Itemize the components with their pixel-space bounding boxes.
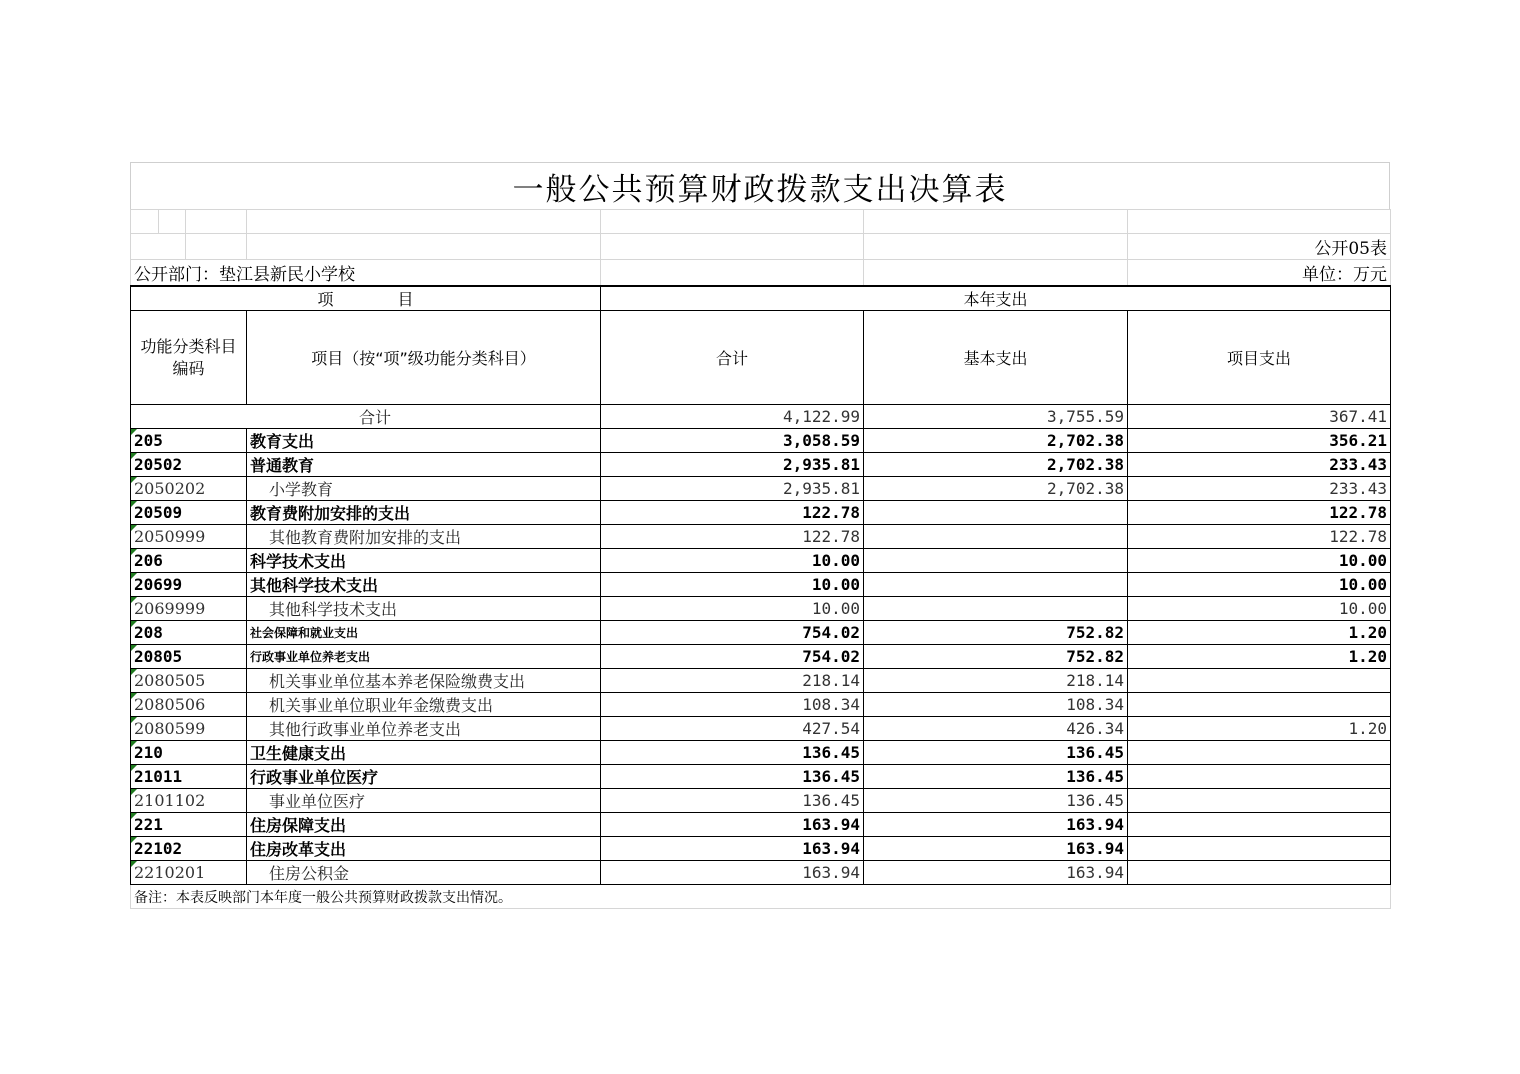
blank-row — [131, 210, 1391, 234]
table-row — [131, 597, 1391, 621]
row-total: 754.02 — [601, 621, 864, 645]
table-row — [131, 717, 1391, 741]
unit-label: 单位：万元 — [1128, 260, 1391, 287]
table-row — [131, 501, 1391, 525]
blank-cell — [186, 210, 247, 234]
table-row — [131, 525, 1391, 549]
total-project: 367.41 — [1128, 405, 1391, 429]
row-total: 136.45 — [601, 741, 864, 765]
header-basic: 基本支出 — [864, 311, 1128, 405]
row-project — [1128, 765, 1391, 789]
table-row — [131, 549, 1391, 573]
row-code: 206 — [131, 549, 247, 573]
row-total: 10.00 — [601, 549, 864, 573]
row-project: 233.43 — [1128, 477, 1391, 501]
blank-cell — [186, 234, 247, 260]
row-total: 163.94 — [601, 861, 864, 885]
row-name: 住房改革支出 — [247, 837, 601, 861]
row-code: 208 — [131, 621, 247, 645]
form-number-row — [131, 234, 1391, 260]
row-name: 机关事业单位基本养老保险缴费支出 — [247, 669, 601, 693]
table-row — [131, 861, 1391, 885]
note-row — [131, 885, 1391, 909]
row-code: 20699 — [131, 573, 247, 597]
row-project — [1128, 861, 1391, 885]
row-code: 2080506 — [131, 693, 247, 717]
header-name: 项目（按“项”级功能分类科目） — [247, 311, 601, 405]
row-total: 2,935.81 — [601, 477, 864, 501]
row-project — [1128, 741, 1391, 765]
row-total: 136.45 — [601, 789, 864, 813]
row-total: 122.78 — [601, 501, 864, 525]
row-basic — [864, 597, 1128, 621]
row-project — [1128, 693, 1391, 717]
row-code: 22102 — [131, 837, 247, 861]
blank-cell — [247, 234, 601, 260]
row-total: 108.34 — [601, 693, 864, 717]
row-name: 社会保障和就业支出 — [247, 621, 601, 645]
row-name: 科学技术支出 — [247, 549, 601, 573]
row-code: 2101102 — [131, 789, 247, 813]
row-total: 218.14 — [601, 669, 864, 693]
row-basic: 136.45 — [864, 741, 1128, 765]
row-name: 小学教育 — [247, 477, 601, 501]
total-label: 合计 — [131, 405, 601, 429]
page-title: 一般公共预算财政拨款支出决算表 — [512, 171, 1008, 208]
row-name: 其他科学技术支出 — [247, 597, 601, 621]
note-text: 备注：本表反映部门本年度一般公共预算财政拨款支出情况。 — [131, 885, 1391, 909]
row-total: 163.94 — [601, 813, 864, 837]
table-row — [131, 429, 1391, 453]
row-name: 事业单位医疗 — [247, 789, 601, 813]
row-project — [1128, 789, 1391, 813]
blank-cell — [601, 210, 864, 234]
row-code: 221 — [131, 813, 247, 837]
row-name: 卫生健康支出 — [247, 741, 601, 765]
blank-cell — [601, 260, 864, 287]
table-row — [131, 813, 1391, 837]
form-number: 公开05表 — [1128, 234, 1391, 260]
row-basic: 752.82 — [864, 621, 1128, 645]
row-basic: 108.34 — [864, 693, 1128, 717]
blank-cell — [864, 210, 1128, 234]
row-code: 20805 — [131, 645, 247, 669]
row-code: 2210201 — [131, 861, 247, 885]
row-basic — [864, 549, 1128, 573]
department-label: 公开部门：垫江县新民小学校 — [131, 260, 601, 287]
row-name: 住房保障支出 — [247, 813, 601, 837]
row-project: 122.78 — [1128, 501, 1391, 525]
row-total: 754.02 — [601, 645, 864, 669]
table-row — [131, 477, 1391, 501]
row-basic — [864, 525, 1128, 549]
row-basic: 2,702.38 — [864, 429, 1128, 453]
row-basic: 163.94 — [864, 813, 1128, 837]
row-project: 10.00 — [1128, 549, 1391, 573]
blank-cell — [159, 210, 186, 234]
header-total: 合计 — [601, 311, 864, 405]
table-row — [131, 837, 1391, 861]
spreadsheet — [130, 162, 1390, 909]
table-row — [131, 741, 1391, 765]
title-row — [130, 162, 1390, 209]
budget-table — [130, 209, 1391, 909]
header-project-exp: 项目支出 — [1128, 311, 1391, 405]
row-project — [1128, 669, 1391, 693]
row-name: 住房公积金 — [247, 861, 601, 885]
row-basic: 163.94 — [864, 861, 1128, 885]
table-row — [131, 693, 1391, 717]
row-code: 20509 — [131, 501, 247, 525]
row-basic — [864, 501, 1128, 525]
table-row — [131, 765, 1391, 789]
row-project: 356.21 — [1128, 429, 1391, 453]
row-code: 2050202 — [131, 477, 247, 501]
row-code: 205 — [131, 429, 247, 453]
row-total: 10.00 — [601, 573, 864, 597]
row-project — [1128, 813, 1391, 837]
table-row — [131, 453, 1391, 477]
row-total: 427.54 — [601, 717, 864, 741]
table-body — [131, 405, 1391, 885]
row-code: 210 — [131, 741, 247, 765]
row-basic: 2,702.38 — [864, 477, 1128, 501]
header-row-1 — [131, 286, 1391, 311]
row-basic: 136.45 — [864, 765, 1128, 789]
header-row-2 — [131, 311, 1391, 405]
total-row — [131, 405, 1391, 429]
blank-cell — [131, 210, 159, 234]
row-basic: 136.45 — [864, 789, 1128, 813]
row-total: 122.78 — [601, 525, 864, 549]
row-basic: 2,702.38 — [864, 453, 1128, 477]
row-name: 行政事业单位养老支出 — [247, 645, 601, 669]
row-total: 10.00 — [601, 597, 864, 621]
row-code: 2050999 — [131, 525, 247, 549]
row-code: 20502 — [131, 453, 247, 477]
row-code: 2080505 — [131, 669, 247, 693]
row-basic: 218.14 — [864, 669, 1128, 693]
blank-cell — [864, 234, 1128, 260]
row-name: 教育费附加安排的支出 — [247, 501, 601, 525]
blank-cell — [1128, 210, 1391, 234]
header-project: 项 目 — [131, 286, 601, 311]
row-name: 其他教育费附加安排的支出 — [247, 525, 601, 549]
row-name: 其他行政事业单位养老支出 — [247, 717, 601, 741]
department-row — [131, 260, 1391, 287]
row-project: 1.20 — [1128, 645, 1391, 669]
header-code: 功能分类科目编码 — [131, 311, 247, 405]
row-code: 2080599 — [131, 717, 247, 741]
row-total: 163.94 — [601, 837, 864, 861]
row-basic — [864, 573, 1128, 597]
table-row — [131, 645, 1391, 669]
row-project: 122.78 — [1128, 525, 1391, 549]
total-amount: 4,122.99 — [601, 405, 864, 429]
row-code: 2069999 — [131, 597, 247, 621]
blank-cell — [864, 260, 1128, 287]
blank-cell — [601, 234, 864, 260]
table-row — [131, 669, 1391, 693]
row-name: 教育支出 — [247, 429, 601, 453]
blank-cell — [247, 210, 601, 234]
header-current-year: 本年支出 — [601, 286, 1391, 311]
total-basic: 3,755.59 — [864, 405, 1128, 429]
row-project: 10.00 — [1128, 573, 1391, 597]
row-project: 10.00 — [1128, 597, 1391, 621]
row-name: 机关事业单位职业年金缴费支出 — [247, 693, 601, 717]
row-code: 21011 — [131, 765, 247, 789]
table-row — [131, 621, 1391, 645]
row-total: 136.45 — [601, 765, 864, 789]
row-basic: 752.82 — [864, 645, 1128, 669]
row-name: 行政事业单位医疗 — [247, 765, 601, 789]
row-project: 1.20 — [1128, 717, 1391, 741]
row-name: 其他科学技术支出 — [247, 573, 601, 597]
row-total: 3,058.59 — [601, 429, 864, 453]
blank-cell — [131, 234, 186, 260]
row-total: 2,935.81 — [601, 453, 864, 477]
table-row — [131, 789, 1391, 813]
row-basic: 426.34 — [864, 717, 1128, 741]
table-row — [131, 573, 1391, 597]
row-project — [1128, 837, 1391, 861]
row-project: 1.20 — [1128, 621, 1391, 645]
row-project: 233.43 — [1128, 453, 1391, 477]
row-name: 普通教育 — [247, 453, 601, 477]
row-basic: 163.94 — [864, 837, 1128, 861]
